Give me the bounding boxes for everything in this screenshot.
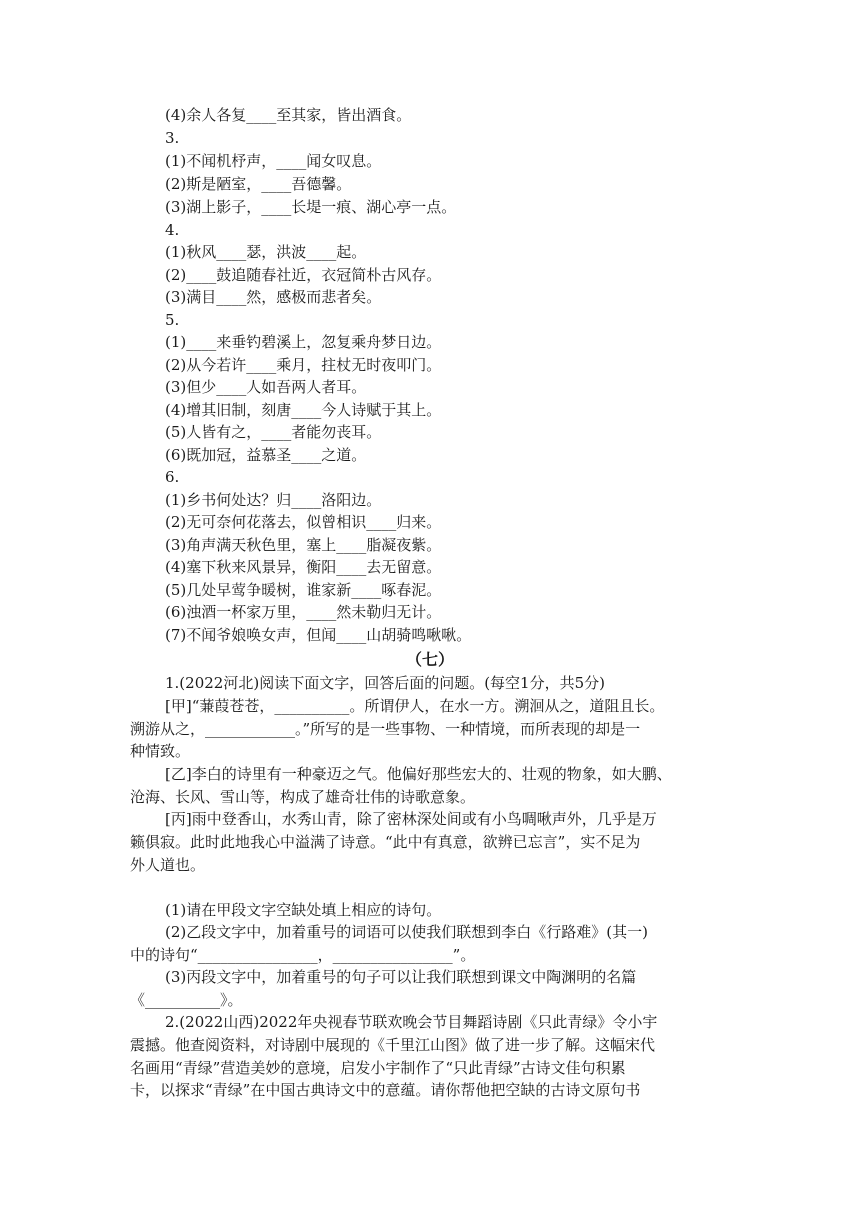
fill-line: (2)斯是陋室，____吾德馨。 [165,175,352,193]
fill-line: (1)不闻机杼声，____闻女叹息。 [165,152,382,170]
fill-line: (2)无可奈何花落去，似曾相识____归来。 [165,513,442,531]
fill-line: (3)满目____然，感极而悲者矣。 [165,288,382,306]
item-number: 3. [165,129,180,147]
fill-line: (1)____来垂钓碧溪上，忽复乘舟梦日边。 [165,333,442,351]
fill-line: (6)既加冠，益慕圣____之道。 [165,446,367,464]
fill-line: (2)____鼓追随春社近，衣冠简朴古风存。 [165,266,442,284]
passage-line: 沧海、长风、雪山等，构成了雄奇壮伟的诗歌意象。 [130,788,476,806]
question-intro: 1.(2022河北)阅读下面文字，回答后面的问题。(每空1分，共5分) [165,674,605,692]
fill-line: (5)几处早莺争暖树，谁家新____啄春泥。 [165,581,442,599]
fill-line: (1)秋风____瑟，洪波____起。 [165,243,367,261]
fill-line: (4)增其旧制，刻唐____今人诗赋于其上。 [165,401,442,419]
fill-line: (3)湖上影子，____长堤一痕、湖心亭一点。 [165,198,457,216]
passage-line: 溯游从之，____________。”所写的是一些事物、一种情境，而所表现的却是一 [130,720,641,738]
question-2: 2.(2022山西)2022年央视春节联欢晚会节目舞蹈诗剧《只此青绿》令小宇 [165,1013,658,1031]
item-number: 6. [165,468,180,486]
question-2: 名画用“青绿”营造美妙的意境，启发小宇制作了“只此青绿”古诗文佳句积累 [130,1059,626,1077]
question-2: 卡，以探求“青绿”在中国古典诗文中的意蕴。请你帮他把空缺的古诗文原句书 [130,1081,641,1099]
fill-line: (3)角声满天秋色里，塞上____脂凝夜紫。 [165,536,442,554]
fill-line: (4)余人各复____至其家，皆出酒食。 [165,106,412,124]
fill-line: (1)乡书何处达？归____洛阳边。 [165,491,382,509]
passage-line: 种情致。 [130,742,191,760]
passage-line: [甲]“蒹葭苍苍，__________。所谓伊人，在水一方。溯洄从之，道阻且长。 [165,697,665,715]
item-number: 4. [165,221,180,239]
sub-question: (1)请在甲段文字空缺处填上相应的诗句。 [165,901,442,919]
passage-line: [乙]李白的诗里有一种豪迈之气。他偏好那些宏大的、壮观的物象，如大鹏、 [165,765,672,783]
fill-line: (6)浊酒一杯家万里，____然未勒归无计。 [165,603,442,621]
fill-line: (4)塞下秋来风景异，衡阳____去无留意。 [165,558,442,576]
question-2: 震撼。他查阅资料，对诗剧中展现的《千里江山图》做了进一步了解。这幅宋代 [130,1036,656,1054]
fill-line: (7)不闻爷娘唤女声，但闻____山胡骑鸣啾啾。 [165,626,472,644]
section-title: （七） [405,650,454,669]
fill-line: (3)但少____人如吾两人者耳。 [165,378,367,396]
sub-question: (3)丙段文字中，加着重号的句子可以让我们联想到课文中陶渊明的名篇 [165,968,637,986]
sub-question: 中的诗句“________________，________________”。 [130,946,476,964]
fill-line: (2)从今若许____乘月，拄杖无时夜叩门。 [165,356,442,374]
sub-question: 《__________》。 [130,991,243,1009]
item-number: 5. [165,311,180,329]
passage-line: [丙]雨中登香山，水秀山青，除了密林深处间或有小鸟啁啾声外，几乎是万 [165,810,657,828]
passage-line: 外人道也。 [130,856,206,874]
passage-line: 籁俱寂。此时此地我心中溢满了诗意。“此中有真意，欲辨已忘言”，实不足为 [130,833,641,851]
sub-question: (2)乙段文字中，加着重号的词语可以使我们联想到李白《行路难》(其一) [165,923,648,941]
fill-line: (5)人皆有之，____者能勿丧耳。 [165,423,382,441]
